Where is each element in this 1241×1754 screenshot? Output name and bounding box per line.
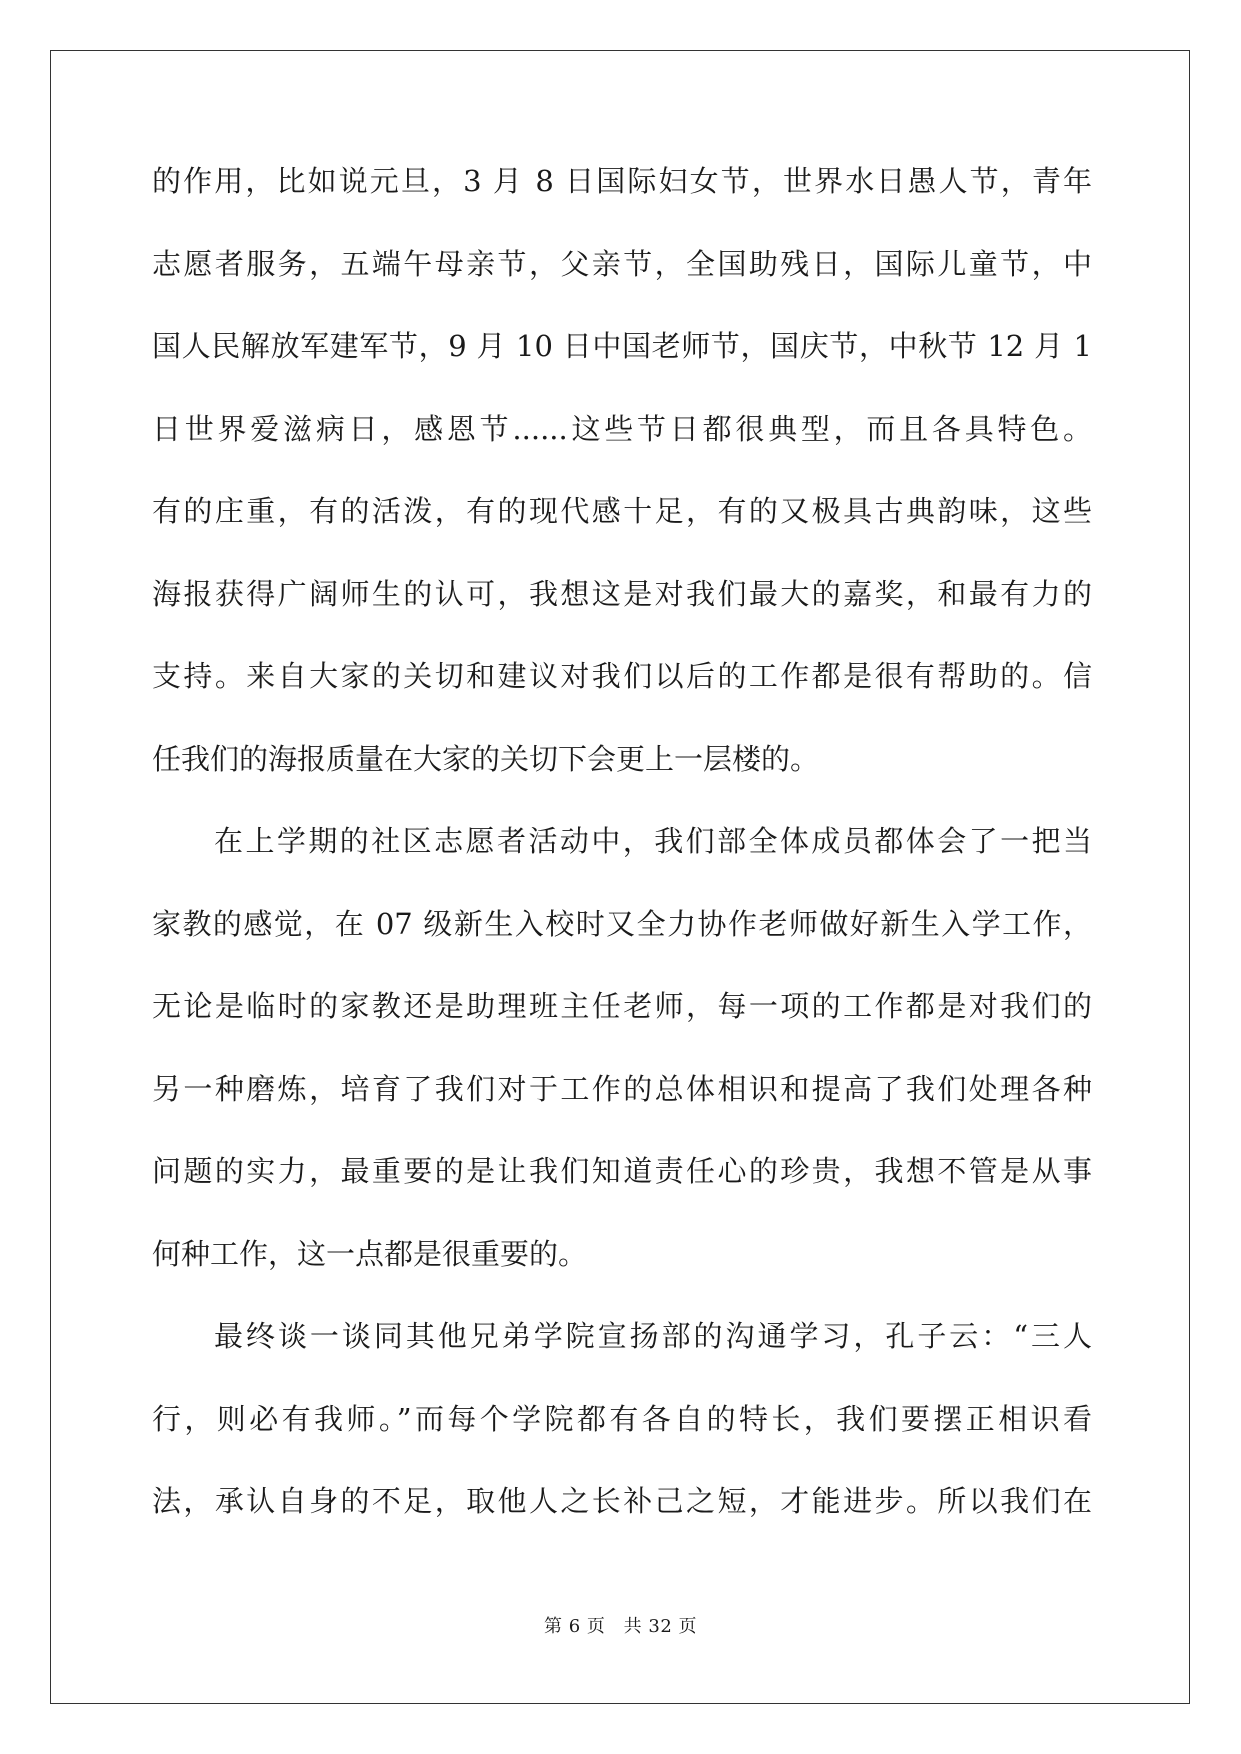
page-number: 第 6 页 xyxy=(544,1616,606,1637)
text-line: 有的庄重，有的活泼，有的现代感十足，有的又极具古典韵味，这些 xyxy=(152,494,1092,528)
text-line: 日世界爱滋病日，感恩节......这些节日都很典型，而且各具特色。 xyxy=(152,411,1092,446)
text-line: 海报获得广阔师生的认可，我想这是对我们最大的嘉奖，和最有力的 xyxy=(152,576,1092,611)
page-total: 共 32 页 xyxy=(623,1616,697,1637)
text-line: 国人民解放军建军节，9 月 10 日中国老师节，国庆节，中秋节 12 月 1 xyxy=(152,329,1092,363)
text-line: 在上学期的社区志愿者活动中，我们部全体成员都体会了一把当 xyxy=(214,824,1092,858)
text-line: 家教的感觉，在 07 级新生入校时又全力协作老师做好新生入学工作， xyxy=(152,906,1092,941)
text-line: 法，承认自身的不足，取他人之长补己之短，才能进步。所以我们在 xyxy=(152,1484,1092,1518)
text-line: 支持。来自大家的关切和建议对我们以后的工作都是很有帮助的。信 xyxy=(152,659,1092,693)
text-line: 行，则必有我师。”而每个学院都有各自的特长，我们要摆正相识看 xyxy=(152,1401,1092,1436)
document-body xyxy=(152,162,1092,1565)
text-line: 另一种磨炼，培育了我们对于工作的总体相识和提高了我们处理各种 xyxy=(152,1071,1092,1106)
text-line: 的作用，比如说元旦，3 月 8 日国际妇女节，世界水日愚人节，青年 xyxy=(152,164,1092,198)
text-line: 何种工作，这一点都是很重要的。 xyxy=(152,1236,588,1271)
text-line: 志愿者服务，五端午母亲节，父亲节，全国助残日，国际儿童节，中 xyxy=(152,246,1092,281)
page-footer xyxy=(0,1612,1241,1638)
text-line: 任我们的海报质量在大家的关切下会更上一层楼的。 xyxy=(152,741,820,776)
text-line: 无论是临时的家教还是助理班主任老师，每一项的工作都是对我们的 xyxy=(152,989,1092,1023)
text-line: 问题的实力，最重要的是让我们知道责任心的珍贵，我想不管是从事 xyxy=(152,1154,1092,1188)
text-line: 最终谈一谈同其他兄弟学院宣扬部的沟通学习，孔子云：“三人 xyxy=(214,1319,1092,1353)
